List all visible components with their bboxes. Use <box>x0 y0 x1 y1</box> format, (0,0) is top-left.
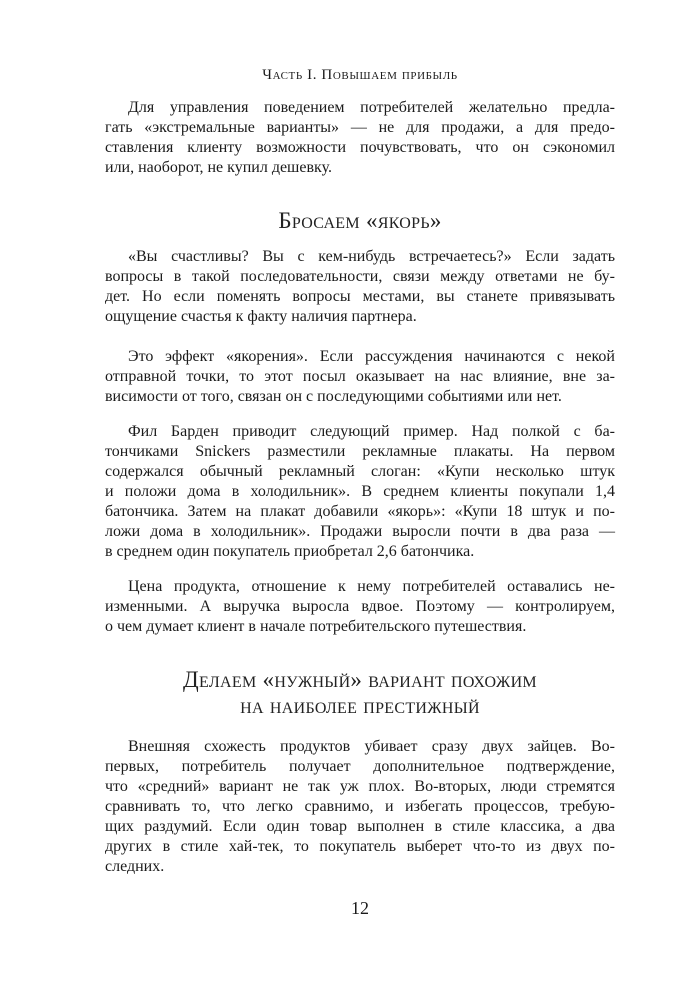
text-line: ощущение счастья к факту наличия партнера. <box>105 308 417 325</box>
text-line: Это эффект «якорения». Если рассуждения начинаются с некой <box>128 348 615 365</box>
paragraph-conclusion <box>105 577 615 637</box>
paragraph-anchoring-effect <box>105 347 615 407</box>
text-line: Для управления поведением потребителей желательно предла- <box>128 99 615 116</box>
text-line: ставления клиенту возможности почувствовать, что он сэкономил <box>105 139 615 156</box>
text-line: вопросы в такой последовательности, связи между ответами не бу- <box>105 268 615 285</box>
text-line: сравнивать то, что легко сравнимо, и избегать процессов, требую- <box>105 798 615 815</box>
text-line: и положи дома в холодильник». В среднем клиенты покупали 1,4 <box>105 483 615 500</box>
heading-line: на наиболее престижный <box>240 693 480 718</box>
text-line: Цена продукта, отношение к нему потребителей оставались не- <box>128 578 615 595</box>
text-line: висимости от того, связан он с последующими событиями или нет. <box>105 388 562 405</box>
text-line: дет. Но если поменять вопросы местами, вы станете привязывать <box>105 288 615 305</box>
text-line: ложи дома в холодильник». Продажи выросли почти в два раза — <box>105 523 615 540</box>
text-line: Внешняя схожесть продуктов убивает сразу двух зайцев. Во- <box>128 738 615 755</box>
section-heading-similarity <box>105 667 615 719</box>
paragraph-questions <box>105 247 615 327</box>
text-line: содержался обычный рекламный слоган: «Купи несколько штук <box>105 463 615 480</box>
text-line: первых, потребитель получает дополнительное подтверждение, <box>105 758 615 775</box>
text-line: тончиками Snickers разместили рекламные плакаты. На первом <box>105 443 615 460</box>
text-line: или, наоборот, не купил дешевку. <box>105 159 332 176</box>
text-line: в среднем один покупатель приобретал 2,6 батончика. <box>105 543 475 560</box>
section-heading-anchor <box>105 208 615 234</box>
heading-line: Бросаем «якорь» <box>278 208 442 233</box>
text-line: других в стиле хай-тек, то покупатель выберет что-то из двух по- <box>105 838 615 855</box>
heading-line: Делаем «нужный» вариант похожим <box>183 667 537 692</box>
paragraph-intro <box>105 98 615 178</box>
running-head: Часть I. Повышаем прибыль <box>262 67 458 83</box>
page-number: 12 <box>351 898 369 918</box>
text-line: «Вы счастливы? Вы с кем-нибудь встречаетесь?» Если задать <box>128 248 615 265</box>
text-line: отправной точки, то этот посыл оказывает на нас влияние, вне за- <box>105 368 615 385</box>
text-line: гать «экстремальные варианты» — не для продажи, а для предо- <box>105 119 615 136</box>
paragraph-similarity <box>105 737 615 877</box>
text-line: изменными. А выручка выросла вдвое. Поэтому — контролируем, <box>105 598 615 615</box>
text-line: следних. <box>105 858 165 875</box>
text-line: щих раздумий. Если один товар выполнен в стиле классика, а два <box>105 818 615 835</box>
paragraph-snickers-example <box>105 422 615 562</box>
text-line: батончика. Затем на плакат добавили «якорь»: «Купи 18 штук и по- <box>105 503 615 520</box>
text-line: Фил Барден приводит следующий пример. Над полкой с ба- <box>128 423 615 440</box>
text-line: о чем думает клиент в начале потребительского путешествия. <box>105 618 527 635</box>
text-line: что «средний» вариант не так уж плох. Во-вторых, люди стремятся <box>105 778 615 795</box>
